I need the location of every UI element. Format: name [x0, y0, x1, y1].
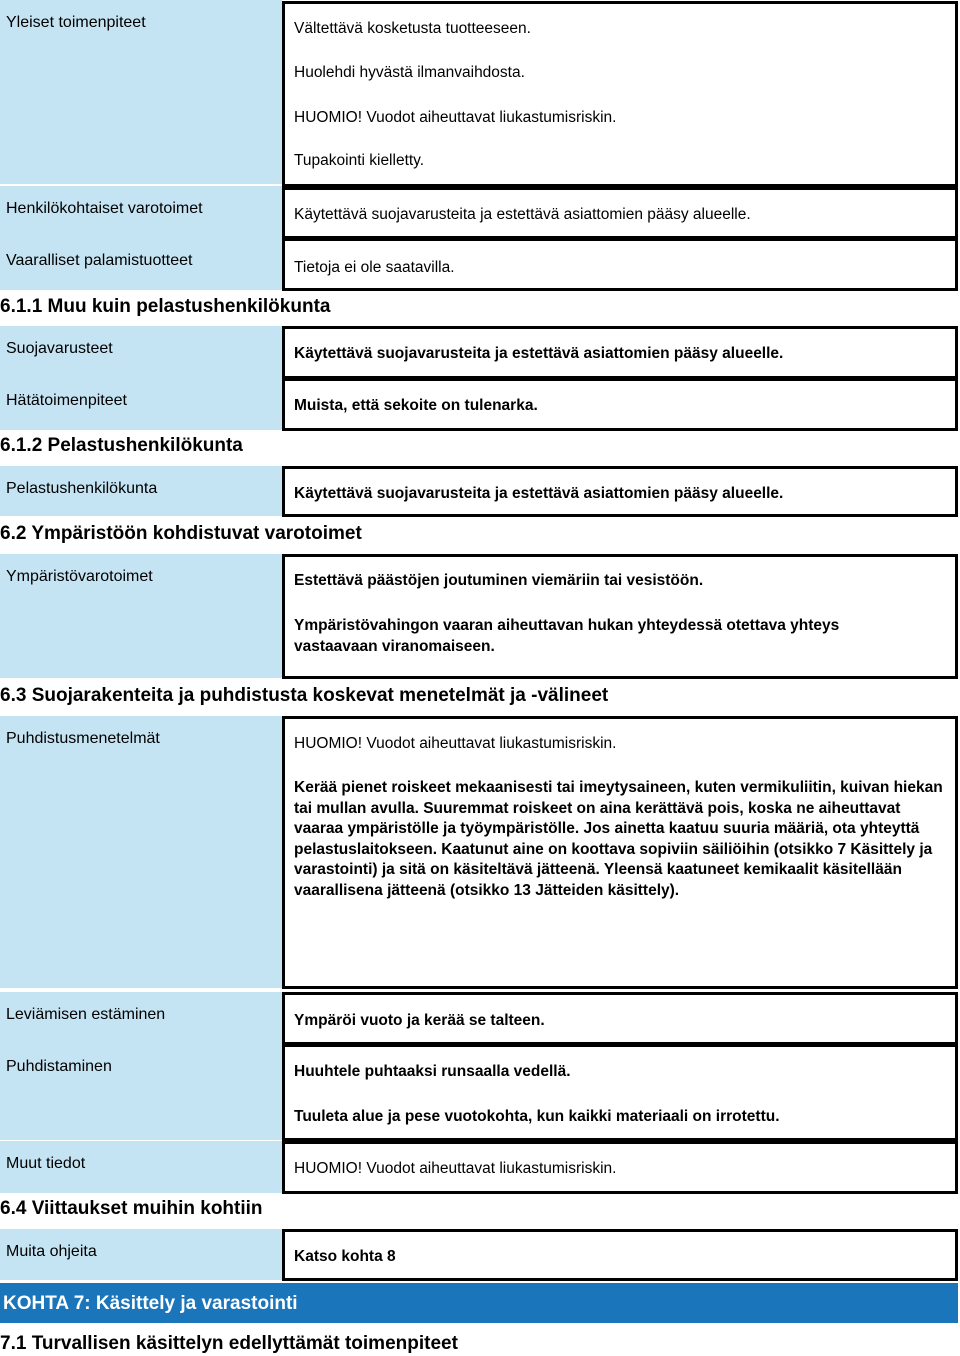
combustion-value: Tietoja ei ole saatavilla. — [294, 259, 455, 276]
section-7-banner: KOHTA 7: Käsittely ja varastointi — [0, 1283, 958, 1323]
section-612-heading: 6.1.2 Pelastushenkilökunta — [0, 435, 243, 456]
other-info-label: Muut tiedot — [0, 1141, 282, 1193]
general-line-3: HUOMIO! Vuodot aiheuttavat liukastumisriskin. — [294, 109, 617, 126]
environment-line-1: Estettävä päästöjen joutuminen viemäriin tai vesistöön. — [294, 572, 704, 589]
other-info-value: HUOMIO! Vuodot aiheuttavat liukastumisriskin. — [294, 1160, 617, 1177]
general-line-1: Vältettävä kosketusta tuotteeseen. — [294, 20, 531, 37]
environment-line-2: Ympäristövahingon vaaran aiheuttavan hukan yhteydessä otettava yhteys vastaavaan viranomaiseen. — [294, 617, 840, 655]
section-611-heading: 6.1.1 Muu kuin pelastushenkilökunta — [0, 296, 331, 317]
cleaning-line-2: Tuuleta alue ja pese vuotokohta, kun kaikki materiaali on irrotettu. — [294, 1108, 780, 1125]
general-line-4: Tupakointi kielletty. — [294, 152, 425, 169]
emergency-label: Hätätoimenpiteet — [0, 378, 282, 430]
general-line-2: Huolehdi hyvästä ilmanvaihdosta. — [294, 64, 525, 81]
containment-value: Ympäröi vuoto ja kerää se talteen. — [294, 1012, 545, 1029]
references-label: Muita ohjeita — [0, 1229, 282, 1280]
section-64-heading: 6.4 Viittaukset muihin kohtiin — [0, 1198, 263, 1219]
section-62-heading: 6.2 Ympäristöön kohdistuvat varotoimet — [0, 523, 362, 544]
section-63-heading: 6.3 Suojarakenteita ja puhdistusta koskevat menetelmät ja -välineet — [0, 685, 609, 706]
personal-label: Henkilökohtaiset varotoimet — [0, 186, 282, 238]
personal-value: Käytettävä suojavarusteita ja estettävä asiattomien pääsy alueelle. — [294, 206, 751, 223]
responder-value: Käytettävä suojavarusteita ja estettävä asiattomien pääsy alueelle. — [294, 485, 784, 502]
environment-label: Ympäristövarotoimet — [0, 554, 282, 678]
containment-label: Leviämisen estäminen — [0, 992, 282, 1044]
protective-value: Käytettävä suojavarusteita ja estettävä asiattomien pääsy alueelle. — [294, 345, 784, 362]
combustion-label: Vaaralliset palamistuotteet — [0, 238, 282, 290]
cleaning-line-1: Huuhtele puhtaaksi runsaalla vedellä. — [294, 1063, 571, 1080]
cleanup-label: Puhdistusmenetelmät — [0, 716, 282, 988]
cleaning-label: Puhdistaminen — [0, 1044, 282, 1140]
references-value: Katso kohta 8 — [294, 1248, 396, 1265]
protective-label: Suojavarusteet — [0, 326, 282, 378]
general-label: Yleiset toimenpiteet — [0, 0, 282, 184]
cleanup-text: Kerää pienet roiskeet mekaanisesti tai imeytysaineen, kuten vermikuliitin, kuivan hiekan tai mullan avulla. Suuremmat roiskeet on aina kerättävä pois, koska ne aiheuttavat vaaraa ympäristölle ja työympäristölle. Jos ainetta kaatuu suuria määriä, ota yhteyttä pelastuslaitokseen. Kaatunut aine on koottava sopiviin säiliöihin (otsikko 7 Käsittely ja varastointi) ja sitä on käsiteltävä jätteenä. Yleensä kaatuneet kemikaalit käsitellään vaarallisena jätteenä (otsikko 13 Jätteiden käsittely). — [294, 779, 943, 899]
cleanup-warning: HUOMIO! Vuodot aiheuttavat liukastumisriskin. — [294, 735, 617, 752]
section-71-heading: 7.1 Turvallisen käsittelyn edellyttämät toimenpiteet — [0, 1333, 458, 1354]
emergency-value: Muista, että sekoite on tulenarka. — [294, 397, 538, 414]
responder-label: Pelastushenkilökunta — [0, 466, 282, 516]
